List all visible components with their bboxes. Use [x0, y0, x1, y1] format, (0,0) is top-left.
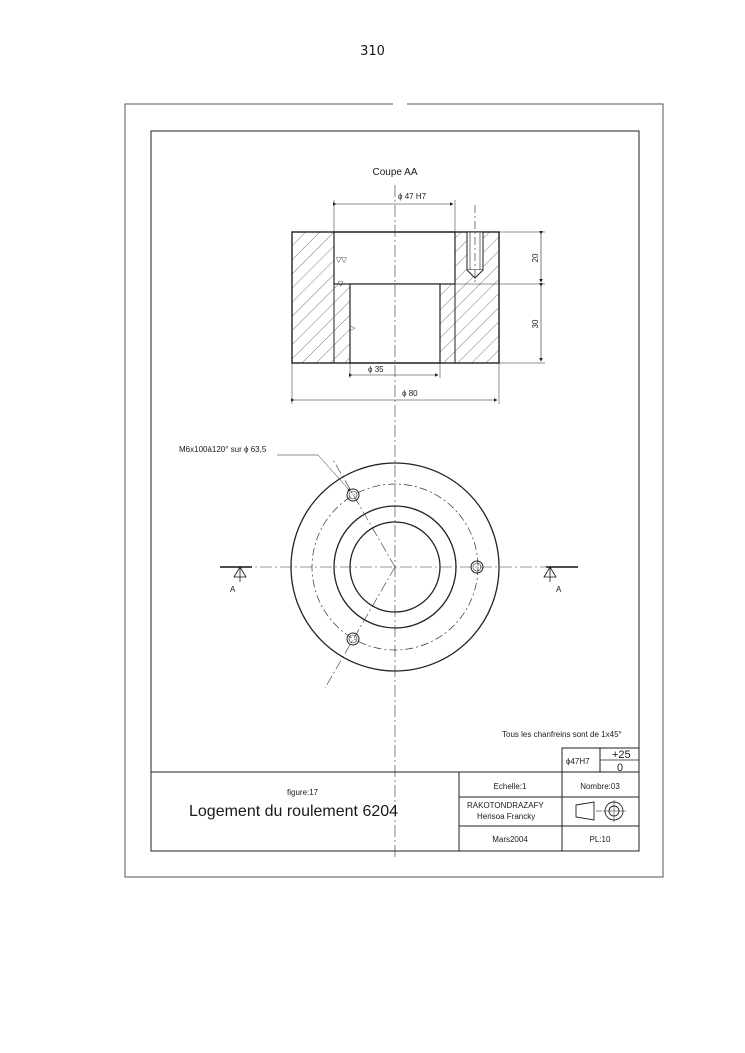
- svg-text:▷: ▷: [350, 324, 356, 332]
- dim-outer: ϕ 80: [402, 389, 418, 398]
- author-name: RAKOTONDRAZAFY: [467, 801, 544, 810]
- plate-label: PL:10: [589, 835, 611, 844]
- svg-text:▽▽: ▽▽: [336, 256, 347, 264]
- author-first-name: Herisoa Francky: [477, 812, 536, 821]
- tolerance-lower: 0: [617, 762, 624, 774]
- section-mark-right: A: [556, 585, 562, 594]
- projection-symbol-icon: [576, 800, 626, 822]
- hole-note: M6x100à120° sur ϕ 63,5: [179, 445, 267, 454]
- date-label: Mars2004: [492, 835, 528, 844]
- section-mark-left: A: [230, 585, 236, 594]
- page-number: 310: [360, 44, 385, 59]
- section-title: Coupe AA: [372, 167, 418, 178]
- plan-view: [179, 445, 578, 688]
- figure-label: figure:17: [287, 788, 319, 797]
- quantity-label: Nombre:03: [580, 782, 620, 791]
- tolerance-upper: +25: [612, 749, 631, 761]
- dim-depth-2: 30: [531, 319, 540, 329]
- title-block: [151, 772, 639, 851]
- tolerance-label: ϕ47H7: [566, 757, 590, 766]
- section-view: [292, 167, 545, 860]
- svg-text:▽: ▽: [338, 280, 344, 288]
- dim-depth-1: 20: [531, 253, 540, 263]
- tolerance-box: [562, 748, 639, 774]
- dim-hole: ϕ 35: [368, 365, 384, 374]
- scale-label: Echelle:1: [493, 782, 527, 791]
- chamfer-note: Tous les chanfreins sont de 1x45°: [502, 730, 622, 739]
- drawing-title: Logement du roulement 6204: [189, 803, 399, 820]
- dim-bore: ϕ 47 H7: [398, 192, 427, 201]
